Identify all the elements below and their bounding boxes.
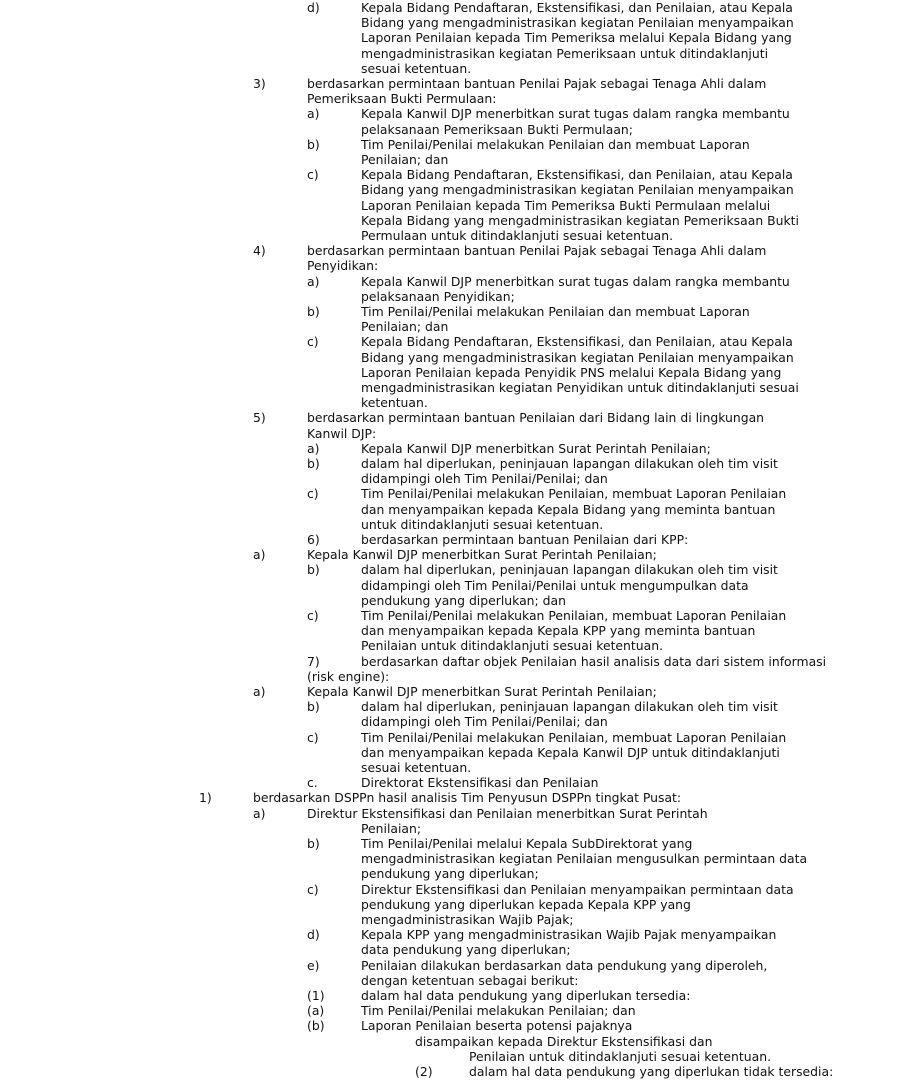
line-text: dalam hal diperlukan, peninjauan lapangan dilakukan oleh tim visit — [361, 562, 778, 578]
line-text: Tim Penilai/Penilai melakukan Penilaian, membuat Laporan Penilaian — [361, 608, 787, 623]
line-text: dalam hal diperlukan, peninjauan lapangan dilakukan oleh tim visit — [361, 699, 778, 715]
list-marker: a) — [253, 684, 266, 699]
list-marker: b) — [307, 699, 320, 715]
list-marker: c. — [307, 775, 318, 791]
line-text: Kepala Bidang yang mengadministrasikan kegiatan Pemeriksaan Bukti — [361, 212, 799, 228]
line-text: dan menyampaikan kepada Kepala KPP yang meminta bantuan — [361, 623, 756, 639]
line-text: didampingi oleh Tim Penilai/Penilai; dan — [361, 714, 608, 730]
line-text: pendukung yang diperlukan; — [361, 866, 539, 882]
line-text: disampaikan kepada Direktur Ekstensifikasi dan — [415, 1033, 713, 1049]
line-text: Tim Penilai/Penilai melakukan Penilaian, membuat Laporan Penilaian — [361, 486, 787, 502]
line-text: Kanwil DJP: — [307, 425, 377, 441]
list-marker: 1) — [199, 790, 212, 806]
list-marker: 5) — [253, 410, 266, 426]
line-text: data pendukung yang diperlukan; — [361, 942, 571, 958]
list-marker: d) — [307, 927, 320, 943]
list-marker: (a) — [307, 1003, 325, 1019]
line-text: dalam hal data pendukung yang diperlukan tersedia: — [361, 988, 691, 1003]
list-marker: a) — [253, 547, 266, 563]
line-text: berdasarkan permintaan bantuan Penilaian dari Bidang lain di lingkungan — [307, 410, 765, 426]
list-marker: c) — [307, 729, 319, 745]
line-text: Kepala Kanwil DJP menerbitkan surat tugas dalam rangka membantu — [361, 273, 790, 289]
line-text: Tim Penilai/Penilai melakukan Penilaian dan membuat Laporan — [361, 136, 750, 152]
line-text: mengadministrasikan kegiatan Pemeriksaan untuk ditindaklanjuti — [361, 45, 769, 61]
line-text: didampingi oleh Tim Penilai/Penilai untuk mengumpulkan data — [361, 577, 749, 593]
list-marker: c) — [307, 486, 319, 502]
list-marker: a) — [307, 106, 320, 122]
list-marker: b) — [307, 836, 320, 851]
line-text: Tim Penilai/Penilai melakukan Penilaian, membuat Laporan Penilaian — [361, 729, 787, 745]
line-text: pelaksanaan Penyidikan; — [361, 288, 515, 304]
list-marker: b) — [307, 304, 320, 319]
list-marker: c) — [307, 167, 319, 183]
line-text: berdasarkan permintaan bantuan Penilai Pajak sebagai Tenaga Ahli dalam — [307, 243, 767, 259]
line-text: Laporan Penilaian beserta potensi pajaknya — [361, 1018, 633, 1034]
line-text: dan menyampaikan kepada Kepala Kanwil DJP untuk ditindaklanjuti — [361, 744, 780, 760]
line-text: Direktur Ekstensifikasi dan Penilaian menerbitkan Surat Perintah — [307, 805, 708, 821]
list-marker: b) — [307, 136, 320, 152]
list-marker: a) — [307, 273, 320, 289]
line-text: Penilaian; dan — [361, 152, 449, 167]
list-marker: (b) — [307, 1018, 325, 1034]
line-text: Permulaan untuk ditindaklanjuti sesuai ketentuan. — [361, 228, 674, 243]
list-marker: c) — [307, 608, 319, 623]
line-text: Tim Penilai/Penilai melalui Kepala SubDirektorat yang — [361, 836, 693, 851]
line-text: pendukung yang diperlukan; dan — [361, 592, 566, 608]
line-text: Direktorat Ekstensifikasi dan Penilaian — [361, 775, 599, 791]
list-marker: b) — [307, 562, 320, 578]
line-text: sesuai ketentuan. — [361, 60, 472, 76]
list-marker: c) — [307, 334, 319, 350]
line-text: Penilaian; — [361, 820, 422, 836]
line-text: Penilaian; dan — [361, 319, 449, 335]
line-text: Kepala KPP yang mengadministrasikan Wajib Pajak menyampaikan — [361, 927, 777, 943]
list-marker: c) — [307, 881, 319, 897]
list-marker: 3) — [253, 76, 266, 91]
line-text: (risk engine): — [307, 668, 390, 684]
list-marker: a) — [253, 805, 266, 821]
list-marker: 7) — [307, 653, 320, 669]
line-text: Penilaian dilakukan berdasarkan data pendukung yang diperoleh, — [361, 957, 768, 973]
line-text: mengadministrasikan kegiatan Penilaian mengusulkan permintaan data — [361, 851, 808, 867]
line-text: Kepala Bidang Pendaftaran, Ekstensifikasi, dan Penilaian, atau Kepala — [361, 334, 793, 350]
line-text: berdasarkan DSPPn hasil analisis Tim Penyusun DSPPn tingkat Pusat: — [253, 790, 682, 806]
line-text: Kepala Kanwil DJP menerbitkan surat tugas dalam rangka membantu — [361, 106, 790, 122]
line-text: dan menyampaikan kepada Kepala Bidang yang meminta bantuan — [361, 501, 776, 517]
line-text: mengadministrasikan Wajib Pajak; — [361, 912, 574, 927]
line-text: Bidang yang mengadministrasikan kegiatan Penilaian menyampaikan — [361, 15, 794, 31]
line-text: Kepala Kanwil DJP menerbitkan Surat Perintah Penilaian; — [307, 547, 657, 563]
line-text: Penilaian untuk ditindaklanjuti sesuai ketentuan. — [361, 638, 664, 654]
line-text: Kepala Kanwil DJP menerbitkan Surat Perintah Penilaian; — [307, 684, 657, 699]
list-marker: e) — [307, 957, 320, 973]
line-text: Kepala Bidang Pendaftaran, Ekstensifikasi, dan Penilaian, atau Kepala — [361, 167, 793, 183]
list-marker: (1) — [307, 988, 325, 1003]
line-text: pelaksanaan Pemeriksaan Bukti Permulaan; — [361, 121, 633, 137]
line-text: Tim Penilai/Penilai melakukan Penilaian; dan — [361, 1003, 636, 1019]
list-marker: (2) — [415, 1064, 433, 1079]
line-text: Bidang yang mengadministrasikan kegiatan Penilaian menyampaikan — [361, 182, 794, 198]
line-text: Kepala Kanwil DJP menerbitkan Surat Perintah Penilaian; — [361, 440, 711, 456]
line-text: berdasarkan permintaan bantuan Penilai Pajak sebagai Tenaga Ahli dalam — [307, 76, 767, 91]
line-text: sesuai ketentuan. — [361, 760, 472, 775]
line-text: mengadministrasikan kegiatan Penyidikan untuk ditindaklanjuti sesuai — [361, 380, 799, 395]
line-text: dalam hal diperlukan, peninjauan lapangan dilakukan oleh tim visit — [361, 456, 778, 471]
line-text: Laporan Penilaian kepada Penyidik PNS melalui Kepala Bidang yang — [361, 364, 782, 380]
list-marker: a) — [307, 440, 320, 456]
line-text: didampingi oleh Tim Penilai/Penilai; dan — [361, 471, 608, 487]
line-text: Penilaian untuk ditindaklanjuti sesuai ketentuan. — [469, 1048, 772, 1064]
line-text: berdasarkan permintaan bantuan Penilaian dari KPP: — [361, 532, 689, 547]
line-text: Bidang yang mengadministrasikan kegiatan Penilaian menyampaikan — [361, 349, 794, 365]
list-marker: 4) — [253, 243, 266, 259]
line-text: Kepala Bidang Pendaftaran, Ekstensifikasi, dan Penilaian, atau Kepala — [361, 0, 793, 15]
list-marker: 6) — [307, 532, 320, 547]
line-text: Tim Penilai/Penilai melakukan Penilaian dan membuat Laporan — [361, 304, 750, 319]
line-text: Direktur Ekstensifikasi dan Penilaian menyampaikan permintaan data — [361, 881, 794, 897]
line-text: pendukung yang diperlukan kepada Kepala KPP yang — [361, 896, 691, 912]
line-text: Laporan Penilaian kepada Tim Pemeriksa Bukti Permulaan melalui — [361, 197, 771, 213]
list-marker: d) — [307, 0, 320, 15]
line-text: dengan ketentuan sebagai berikut: — [361, 972, 579, 988]
line-text: Penyidikan: — [307, 258, 379, 274]
line-text: Pemeriksaan Bukti Permulaan: — [307, 91, 497, 107]
line-text: berdasarkan daftar objek Penilaian hasil analisis data dari sistem informasi — [361, 653, 827, 669]
line-text: dalam hal data pendukung yang diperlukan tidak tersedia: — [469, 1064, 834, 1079]
line-text: Laporan Penilaian kepada Tim Pemeriksa melalui Kepala Bidang yang — [361, 30, 792, 46]
line-text: untuk ditindaklanjuti sesuai ketentuan. — [361, 516, 604, 532]
list-marker: b) — [307, 456, 320, 471]
line-text: ketentuan. — [361, 395, 428, 411]
